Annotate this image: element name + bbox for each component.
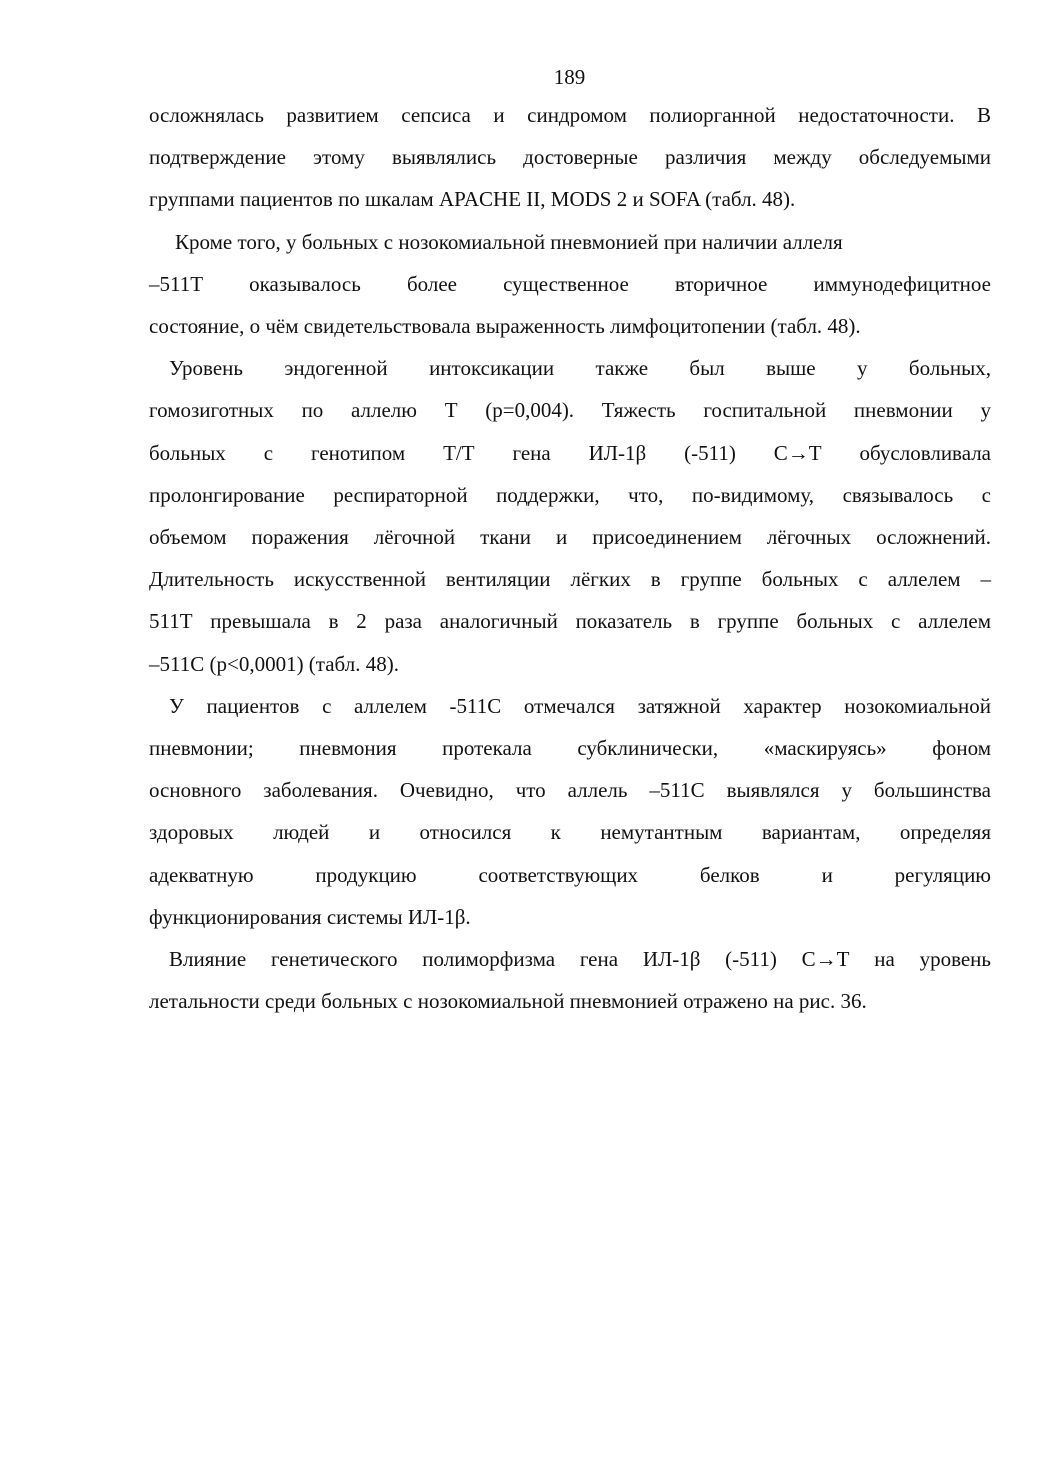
text-line: 511Т превышала в 2 раза аналогичный показатель в группе больных с аллелем — [149, 609, 991, 634]
paragraph-intoxication — [149, 347, 991, 685]
text-line: гомозиготных по аллелю Т (р=0,004). Тяжесть госпитальной пневмонии у — [149, 398, 991, 423]
text-line: адекватную продукцию соответствующих белков и регуляцию — [149, 862, 991, 887]
text-line: Влияние генетического полиморфизма гена ИЛ-1β (-511) С→Т на уровень — [169, 947, 991, 972]
text-line: пневмонии; пневмония протекала субклинически, «маскируясь» фоном — [149, 736, 991, 761]
text-line: пролонгирование респираторной поддержки, что, по-видимому, связывалось с — [149, 482, 991, 507]
text-line: Кроме того, у больных с нозокомиальной пневмонией при наличии аллеля — [175, 229, 843, 254]
text-line: состояние, о чём свидетельствовала выраженность лимфоцитопении (табл. 48). — [149, 314, 861, 339]
document-body — [149, 94, 991, 1022]
paragraph-sepsis — [149, 94, 991, 221]
text-line: основного заболевания. Очевидно, что аллель –511С выявлялся у большинства — [149, 778, 991, 803]
text-line: больных с генотипом Т/Т гена ИЛ-1β (-511) С→Т обусловливала — [149, 440, 991, 465]
text-line: здоровых людей и относился к немутантным вариантам, определяя — [149, 820, 991, 845]
text-line: объемом поражения лёгочной ткани и присоединением лёгочных осложнений. — [149, 525, 991, 550]
text-line: –511С (р<0,0001) (табл. 48). — [149, 651, 399, 676]
text-line: Уровень эндогенной интоксикации также был выше у больных, — [169, 356, 991, 381]
page-number: 189 — [553, 65, 586, 89]
text-line: осложнялась развитием сепсиса и синдромом полиорганной недостаточности. В — [149, 103, 991, 127]
paragraph-immunodeficiency — [149, 221, 991, 348]
text-line: функционирования системы ИЛ-1β. — [149, 904, 471, 929]
text-line: Длительность искусственной вентиляции лёгких в группе больных с аллелем – — [149, 567, 991, 592]
text-line: подтверждение этому выявлялись достоверные различия между обследуемыми — [149, 145, 991, 170]
text-line: –511Т оказывалось более существенное вторичное иммунодефицитное — [149, 271, 991, 296]
paragraph-mortality — [149, 938, 991, 1022]
paragraph-allele-511c — [149, 685, 991, 938]
text-line: летальности среди больных с нозокомиальной пневмонией отражено на рис. 36. — [149, 989, 867, 1014]
text-line: У пациентов с аллелем -511С отмечался затяжной характер нозокомиальной — [169, 693, 991, 718]
text-line: группами пациентов по шкалам APACHE II, MODS 2 и SOFA (табл. 48). — [149, 187, 796, 212]
